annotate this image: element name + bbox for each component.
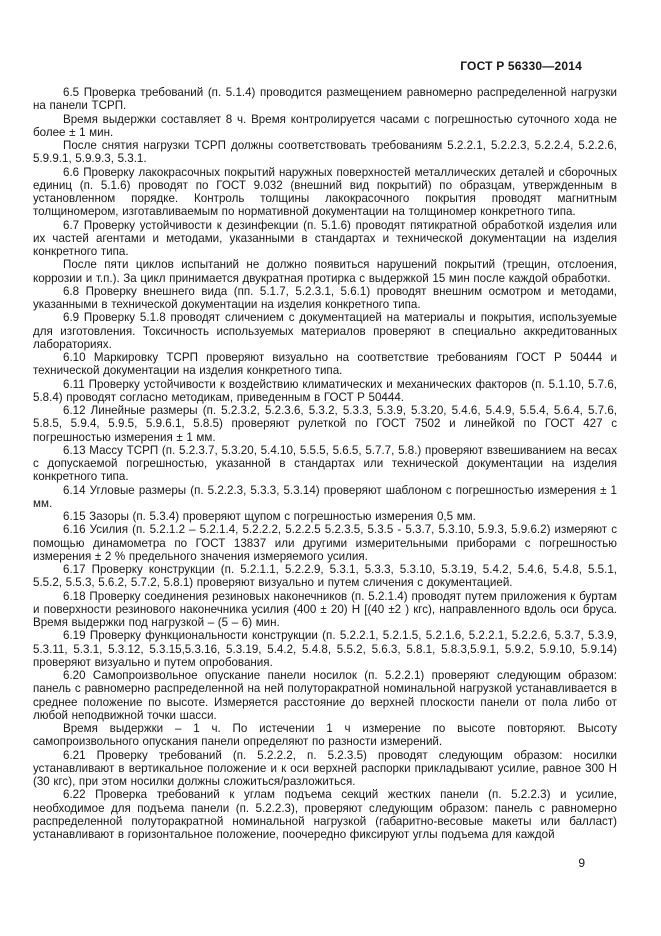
paragraph-6-8: 6.8 Проверку внешнего вида (пп. 5.1.7, 5.2.3.1, 5.6.1) проводят внешним осмотром и методами, указанными в технической документации на изделия конкретного типа. <box>33 284 617 311</box>
paragraph-6-20: 6.20 Самопроизвольное опускание панели носилок (п. 5.2.2.1) проверяют следующим образом: панель с равномерно распределенной на ней полуторакратной номинальной нагрузкой устанавливается в среднее положение по высоте. Измеряется расстояние до верхней плоскости панели от пола либо от любой неподвижной точки шасси. <box>33 669 617 722</box>
paragraph-6-18: 6.18 Проверку соединения резиновых наконечников (п. 5.2.1.4) проводят путем приложения к буртам и поверхности резинового наконечника усилия (400 ± 20) Н [(40 ±2 ) кгс), направленного вдоль оси бруса. Время выдержки под нагрузкой – (5 – 6) мин. <box>33 589 617 629</box>
paragraph-6-10: 6.10 Маркировку ТСРП проверяют визуально на соответствие требованиям ГОСТ Р 50444 и технической документации на изделия конкретного типа. <box>33 351 617 378</box>
paragraph-6-16: 6.16 Усилия (п. 5.2.1.2 – 5.2.1.4, 5.2.2.2, 5.2.2.5 5.2.3.5, 5.3.5 - 5.3.7, 5.3.10, 5.9.3, 5.9.6.2) измеряют с помощью динамометра по ГОСТ 13837 или другими измерительными приборами с погрешностью измерения ± 2 % предельного значения измеряемого усилия. <box>33 523 617 563</box>
paragraph-6-20-holding-time: Время выдержки – 1 ч. По истечении 1 ч измерение по высоте повторяют. Высоту самопроизвольного опускания панели определяют по разности измерений. <box>33 722 617 749</box>
paragraph-6-12: 6.12 Линейные размеры (п. 5.2.3.2, 5.2.3.6, 5.3.2, 5.3.3, 5.3.9, 5.3.20, 5.4.6, 5.4.9, 5.5.4, 5.6.4, 5.7.6, 5.8.5, 5.9.4, 5.9.5, 5.9.6.1, 5.8.5) проверяют рулеткой по ГОСТ 7502 и линейкой по ГОСТ 427 с погрешностью измерения ± 1 мм. <box>33 404 617 444</box>
paragraph-6-6: 6.6 Проверку лакокрасочных покрытий наружных поверхностей металлических деталей и сборочных единиц (п. 5.1.6) проводят по ГОСТ 9.032 (внешний вид покрытий) по образцам, утвержденным в установленном порядке. Контроль толщины лакокрасочного покрытия проводят магнитным толщиномером, изготавливаемым по нормативной документации на толщиномер конкретного типа. <box>33 165 617 219</box>
paragraph-6-13: 6.13 Массу ТСРП (п. 5.2.3.7, 5.3.20, 5.4.10, 5.5.5, 5.6.5, 5.7.7, 5.8.) проверяют взвешиванием на весах с допускаемой погрешностью, указанной в стандартах или технической документации на изделия конкретного типа. <box>33 443 617 484</box>
page-footer <box>33 856 585 870</box>
paragraph-6-11: 6.11 Проверку устойчивости к воздействию климатических и механических факторов (п. 5.1.10, 5.7.6, 5.8.4) проводят согласно методикам, приведенным в ГОСТ Р 50444. <box>33 377 617 404</box>
paragraph-6-17: 6.17 Проверку конструкции (п. 5.2.1.1, 5.2.2.9, 5.3.1, 5.3.3, 5.3.10, 5.3.19, 5.4.2, 5.4.6, 5.4.8, 5.5.1, 5.5.2, 5.5.3, 5.6.2, 5.7.2, 5.8.1) проверяют визуально и путем сличения с документацией. <box>33 563 617 590</box>
paragraph-6-5: 6.5 Проверка требований (п. 5.1.4) проводится размещением равномерно распределенной нагрузки на панели ТСРП. <box>33 86 617 113</box>
paragraph-6-15: 6.15 Зазоры (п. 5.3.4) проверяют щупом с погрешностью измерения 0,5 мм. <box>63 510 476 523</box>
paragraph-6-5-holding-time: Время выдержки составляет 8 ч. Время контролируется часами с погрешностью суточного хода не более ± 1 мин. <box>33 112 617 139</box>
page-number: 9 <box>578 856 585 870</box>
paragraph-6-7-cycles: После пяти циклов испытаний не должно появиться нарушений покрытий (трещин, отслоения, коррозии и т.п.). За цикл принимается двукратная протирка с выдержкой 15 мин после каждой обработки. <box>33 258 617 285</box>
paragraph-6-21: 6.21 Проверку требований (п. 5.2.2.2, п. 5.2.3.5) проводят следующим образом: носилки устанавливают в вертикальное положение и к оси верхней распорки прикладывают усилие, равное 300 Н (30 кгс), при этом носилки должны сложиться/разложиться. <box>33 748 617 788</box>
paragraph-6-19: 6.19 Проверку функциональности конструкции (п. 5.2.2.1, 5.2.1.5, 5.2.1.6, 5.2.2.1, 5.2.2.6, 5.3.7, 5.3.9, 5.3.11, 5.3.1, 5.3.12, 5.3.15,5.3.16, 5.3.19, 5.4.2, 5.4.8, 5.5.2, 5.6.3, 5.8.1, 5.8.3,5.9.1, 5.9.2, 5.9.10, 5.9.14) проверяют визуально и путем опробования. <box>33 629 617 669</box>
standard-number: ГОСТ Р 56330—2014 <box>460 59 582 73</box>
paragraph-6-7: 6.7 Проверку устойчивости к дезинфекции (п. 5.1.6) проводят пятикратной обработкой изделия или их частей агентами и методами, указанными в стандартах и технической документации на изделия конкретного типа. <box>33 218 617 258</box>
paragraph-6-22: 6.22 Проверка требований к углам подъема секций жестких панели (п. 5.2.2.3) и усилие, необходимое для подъема панели (п. 5.2.2.3), проверяют следующим образом: панель с равномерно распределенной полуторакратной номинальной нагрузкой (габаритно-весовые макеты или балласт) устанавливают в горизонтальное положение, поочередно фиксируют углы подъема для каждой <box>33 788 617 841</box>
paragraph-6-5-after-load: После снятия нагрузки ТСРП должны соответствовать требованиям 5.2.2.1, 5.2.2.3, 5.2.2.4, 5.2.2.6, 5.9.9.1, 5.9.9.3, 5.3.1. <box>33 139 617 166</box>
paragraph-6-14: 6.14 Угловые размеры (п. 5.2.2.3, 5.3.3, 5.3.14) проверяют шаблоном с погрешностью измерения ± 1 мм. <box>33 483 617 510</box>
document-header <box>33 59 582 73</box>
document-body <box>33 86 617 841</box>
paragraph-6-9: 6.9 Проверку 5.1.8 проводят сличением с документацией на материалы и покрытия, используемые для изготовления. Токсичность используемых материалов проверяют в специально аккредитованных лабораториях. <box>33 311 617 351</box>
